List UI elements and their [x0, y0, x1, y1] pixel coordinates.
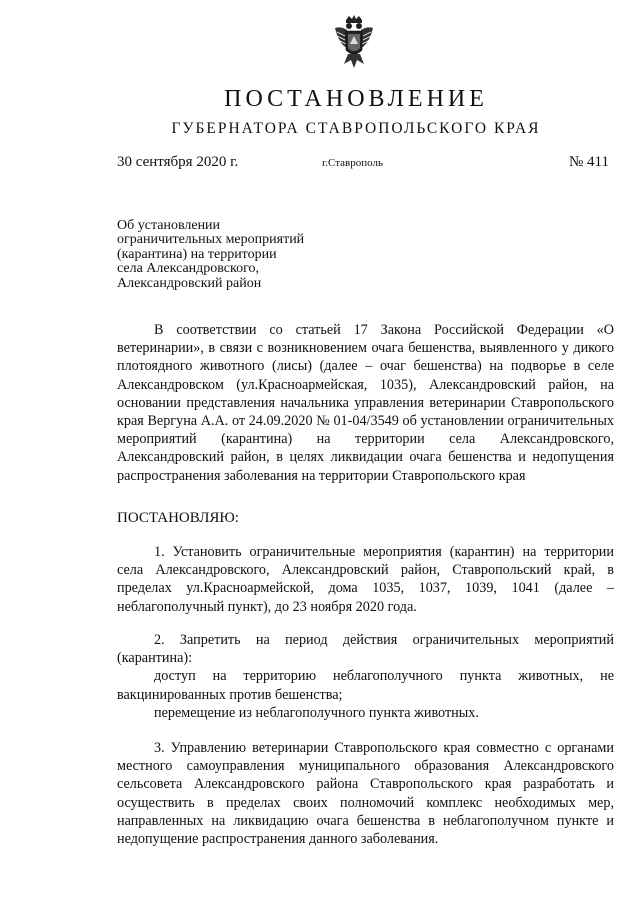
subject-line: ограничительных мероприятий: [117, 232, 305, 248]
document-subtitle: ГУБЕРНАТОРА СТАВРОПОЛЬСКОГО КРАЯ: [171, 120, 541, 137]
item-subparagraph: доступ на территорию неблагополучного пункта животных, не вакцинированных против бешенства;: [117, 668, 614, 703]
document-date: 30 сентября 2020 г.: [117, 154, 239, 170]
item-paragraph: 2. Запретить на период действия ограничительных мероприятий (карантина):: [117, 632, 614, 667]
coat-of-arms-icon: [331, 14, 377, 70]
item-2-section: [117, 631, 614, 722]
subject-line: Об установлении: [117, 218, 221, 233]
item-1-section: [117, 543, 614, 616]
document-number: № 411: [569, 154, 610, 170]
decree-word: ПОСТАНОВЛЯЮ:: [117, 510, 239, 526]
document-title: ПОСТАНОВЛЕНИЕ: [224, 86, 488, 112]
subject-line: села Александровского,: [117, 261, 260, 277]
item-3-section: [117, 739, 614, 848]
document-subject: [117, 219, 377, 291]
subject-line: Александровский район: [117, 275, 262, 291]
document-city: г.Ставрополь: [322, 157, 383, 169]
preamble-paragraph: В соответствии со статьей 17 Закона Российской Федерации «О ветеринарии», в связи с возникновением очага бешенства, выявленного у дикого плотоядного животного (лисы) (далее – очаг бешенства) на подворье в селе Александровском (ул.Красноармейская, 1035), Александровский район, на основании представления начальника управления ветеринарии Ставропольского края Вергуна А.А. от 24.09.2020 № 01-04/3549 об установлении ограничительных мероприятий (карантина) на территории села Александровского, Александровский район, в целях ликвидации очага бешенства и недопущения распространения заболевания на территории Ставропольского края: [117, 322, 614, 484]
item-subparagraph: перемещение из неблагополучного пункта животных.: [154, 704, 479, 721]
preamble-section: [117, 321, 614, 485]
item-paragraph: 3. Управлению ветеринарии Ставропольского края совместно с органами местного самоуправления муниципального образования Александровского сельсовета Александровского района Ставропольского края разработать и осуществить в пределах своих полномочий комплекс необходимых мер, направленных на ликвидацию очага бешенства в неблагополучном пункте и недопущение распространения данного заболевания.: [117, 740, 614, 848]
subject-line: (карантина) на территории: [117, 246, 277, 262]
item-paragraph: 1. Установить ограничительные мероприятия (карантин) на территории села Александровского, Александровский район, Ставропольский край, в пределах ул.Красноармейской, дома 1035, 1037, 1039, 1041 (далее – неблагополучный пункт), до 23 ноября 2020 года.: [117, 544, 614, 615]
